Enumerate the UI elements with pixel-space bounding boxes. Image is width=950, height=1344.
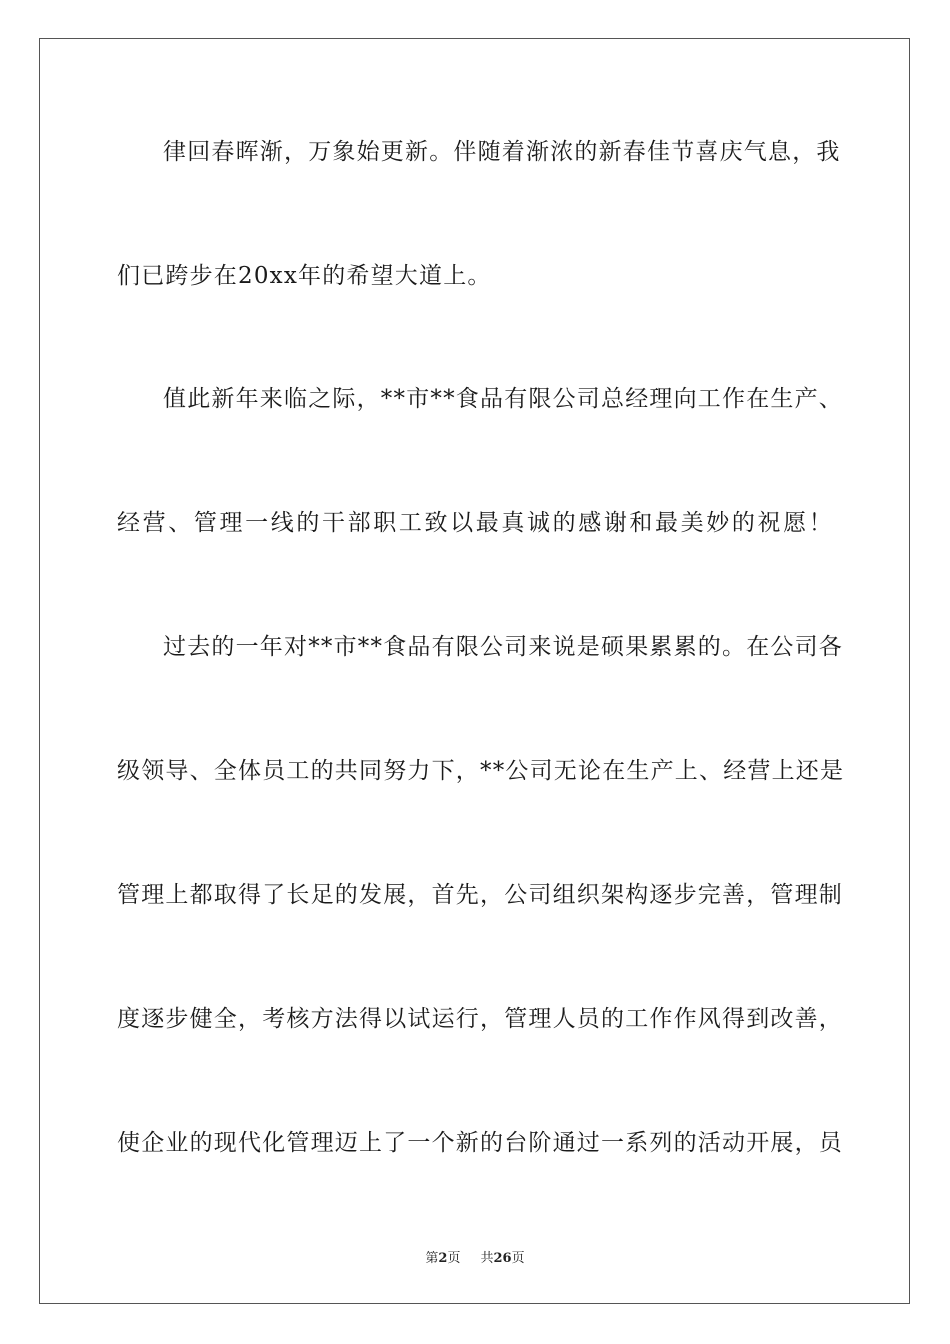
paragraph-2-line-2: 经营、管理一线的干部职工致以最真诚的感谢和最美妙的祝愿！ [117, 510, 833, 536]
page-number-footer [0, 1247, 950, 1266]
paragraph-2-line-1: 值此新年来临之际，**市**食品有限公司总经理向工作在生产、 [163, 386, 843, 412]
total-page-number: 26 [493, 1251, 512, 1266]
paragraph-1-line-2: 们已跨步在20xx年的希望大道上。 [117, 263, 492, 289]
current-page-number: 2 [438, 1251, 448, 1266]
paragraph-3-line-5: 使企业的现代化管理迈上了一个新的台阶通过一系列的活动开展，员 [117, 1130, 843, 1156]
paragraph-1-line-1: 律回春晖渐，万象始更新。伴随着渐浓的新春佳节喜庆气息，我 [163, 139, 841, 165]
paragraph-3-line-3: 管理上都取得了长足的发展，首先，公司组织架构逐步完善，管理制 [117, 882, 843, 908]
page-prefix: 第 [425, 1251, 439, 1266]
paragraph-3-line-2: 级领导、全体员工的共同努力下，**公司无论在生产上、经营上还是 [117, 758, 845, 784]
paragraph-3-line-4: 度逐步健全，考核方法得以试运行，管理人员的工作作风得到改善， [117, 1006, 843, 1032]
paragraph-3-line-1: 过去的一年对**市**食品有限公司来说是硕果累累的。在公司各 [163, 634, 843, 660]
page-suffix: 页 [447, 1251, 461, 1266]
total-prefix: 共 [480, 1251, 494, 1266]
page-frame [39, 38, 910, 1304]
total-suffix: 页 [511, 1251, 525, 1266]
